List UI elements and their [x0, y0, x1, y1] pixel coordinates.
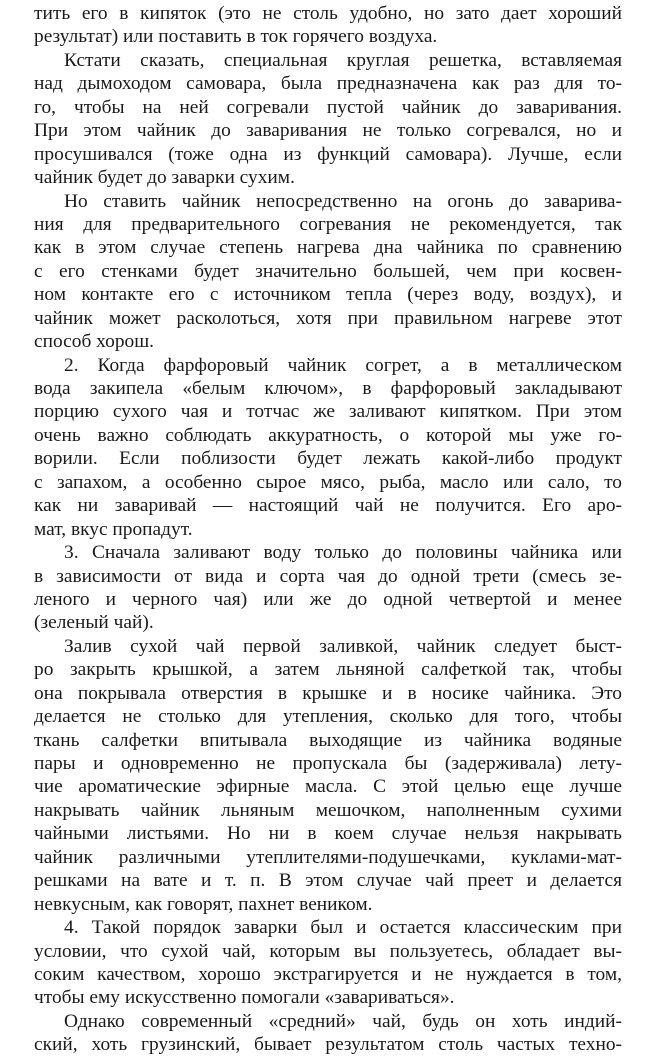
- text-line: невкусным, как говорят, пахнет веником.: [34, 893, 373, 915]
- text-line: ро закрыть крышкой, а затем льняной салфеткой так, чтобы: [34, 659, 622, 681]
- text-line: накрывать чайник льняным мешочком, наполненным сухими: [34, 799, 622, 821]
- text-line: порцию сухого чая и тотчас же заливают кипятком. При этом: [34, 401, 622, 423]
- text-line: 3. Сначала заливают воду только до половины чайника или: [64, 542, 622, 564]
- text-line: мат, вкус пропадут.: [34, 518, 193, 540]
- text-line: ном контакте его с источником тепла (через воду, воздух), и: [34, 284, 622, 306]
- text-line: решками на вате и т. п. В этом случае чай преет и делается: [34, 870, 622, 892]
- text-line: результат) или поставить в ток горячего воздуха.: [34, 26, 438, 48]
- text-line: над дымоходом самовара, была предназначена как раз для то-: [34, 73, 622, 95]
- text-line: Залив сухой чай первой заливкой, чайник следует быст-: [64, 635, 622, 657]
- text-line: (зеленый чай).: [34, 612, 154, 634]
- text-line: Кстати сказать, специальная круглая решетка, вставляемая: [64, 49, 622, 71]
- text-line: просушивался (тоже одна из функций самовара). Лучше, если: [34, 143, 622, 165]
- text-line: При этом чайник до заваривания не только согревался, но и: [34, 120, 622, 142]
- text-line: Однако современный «средний» чай, будь он хоть индий-: [64, 1010, 622, 1032]
- text-line: делается не столько для утепления, сколько для того, чтобы: [34, 706, 622, 728]
- text-line: условии, что сухой чай, которым вы пользуетесь, обладает вы-: [34, 940, 622, 962]
- text-line: 2. Когда фарфоровый чайник согрет, а в металлическом: [64, 354, 622, 376]
- text-line: соким качеством, хорошо экстрагируется и не нуждается в том,: [34, 963, 622, 985]
- text-line: с его стенками будет значительно большей, чем при косвен-: [34, 260, 622, 282]
- text-line: чайник может расколоться, хотя при правильном нагреве этот: [34, 307, 622, 329]
- text-line: чайник различными утеплителями-подушечками, куклами-мат-: [34, 846, 622, 868]
- text-line: чтобы ему искусственно помогали «завариваться».: [34, 987, 455, 1009]
- text-line: чайными листьями. Но ни в коем случае нельзя накрывать: [34, 823, 622, 845]
- text-line: как в этом случае степень нагрева дна чайника по сравнению: [34, 237, 622, 259]
- text-line: в зависимости от вида и сорта чая до одной трети (смесь зе-: [34, 565, 622, 587]
- text-line: способ хорош.: [34, 331, 154, 353]
- text-line: го, чтобы на ней согревали пустой чайник до заваривания.: [34, 96, 622, 118]
- text-line: ский, хоть грузинский, бывает результатом столь частых техно-: [34, 1034, 622, 1056]
- text-line: вода закипела «белым ключом», в фарфоровый закладывают: [34, 378, 622, 399]
- text-line: ния для предварительного согревания не рекомендуется, так: [34, 213, 622, 235]
- text-line: как ни заваривай — настоящий чай не получится. Его аро-: [34, 495, 622, 517]
- text-line: Но ставить чайник непосредственно на огонь до заварива-: [64, 190, 622, 212]
- text-line: с запахом, а особенно сырое мясо, рыба, масло или сало, то: [34, 471, 622, 493]
- text-line: чайник будет до заварки сухим.: [34, 167, 295, 189]
- text-line: тить его в кипяток (это не столь удобно, но зато дает хороший: [34, 3, 622, 24]
- text-line: 4. Такой порядок заварки был и остается классическим при: [64, 917, 622, 939]
- text-line: она покрывала отверстия в крышке и в носике чайника. Это: [34, 682, 622, 704]
- text-line: ткань салфетки впитывала выходящие из чайника водяные: [34, 729, 622, 751]
- text-line: леного и черного чая) или же до одной четвертой и менее: [34, 588, 622, 610]
- text-line: чие ароматические эфирные масла. С этой целью еще лучше: [34, 776, 622, 798]
- text-line: очень важно соблюдать аккуратность, о которой мы уже го-: [34, 424, 622, 446]
- text-line: ворили. Если поблизости будет лежать какой-либо продукт: [34, 448, 622, 470]
- text-line: пары и одновременно не пропускала бы (задерживала) лету-: [34, 753, 622, 774]
- document-page: [34, 2, 622, 1057]
